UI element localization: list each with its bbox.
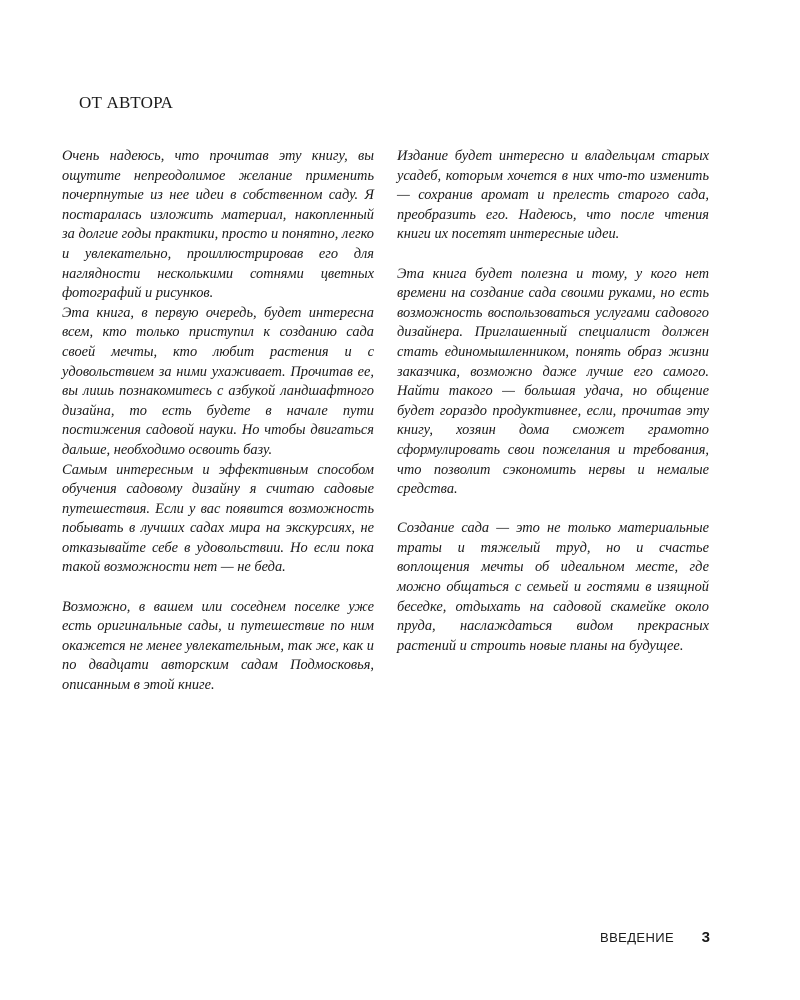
paragraph: Самым интересным и эффективным способом обучения садовому дизайну я считаю садовые путешествия. Если у вас появится возможность побывать в лучших садах мира на экскурсиях, не отказывайте себе в удовольствии. Но если пока такой возможности нет — не беда. bbox=[62, 461, 374, 576]
paragraph: Издание будет интересно и владельцам старых усадеб, которым хочется в них что-то изменить — сохранив аромат и прелесть старого сада, преобразить его. Надеюсь, что после чтения книги их посетят интересные идеи. bbox=[397, 148, 709, 243]
page-title: ОТ АВТОРА bbox=[79, 93, 174, 112]
paragraph: Создание сада — это не только материальные траты и тяжелый труд, но и счастье воплощения мечты об идеальном месте, где можно общаться с семьей и гостями в изящной беседке, отдыхать на садовой скамейке около пруда, наслаждаться видом прекрасных растений и строить новые планы на будущее. bbox=[397, 520, 709, 654]
section-name: ВВЕДЕНИЕ bbox=[600, 930, 675, 945]
paragraph: Возможно, в вашем или соседнем поселке уже есть оригинальные сады, и путешествие по ним окажется не менее увлекательным, так же, как и по двадцати авторским садам Подмосковья, описанным в этой книге. bbox=[62, 598, 374, 694]
paragraph: Эта книга, в первую очередь, будет интересна всем, кто только приступил к созданию сада своей мечты, кто любит растения и с удовольствием за ними ухаживает. Прочитав ее, вы лишь познакомитесь с азбукой ландшафтного дизайна, то есть будете в начале пути постижения садовой науки. Но чтобы двигаться дальше, необходимо освоить базу. bbox=[62, 304, 374, 458]
right-text-column bbox=[397, 147, 709, 656]
paragraph: Эта книга будет полезна и тому, у кого нет времени на создание сада своими руками, но есть возможность воспользоваться услугами садового дизайнера. Приглашенный специалист должен стать единомышленником, понять образ жизни заказчика, возможно даже лучше его самого. Найти такого — большая удача, но общение будет гораздо продуктивнее, если, прочитав эту книгу, хозяин дома сможет грамотно сформулировать свои пожелания и требования, что позволит сэкономить нервы и немалые средства. bbox=[397, 265, 709, 498]
page-number: 3 bbox=[701, 929, 710, 946]
left-text-column bbox=[62, 147, 374, 696]
page-footer bbox=[600, 929, 710, 946]
paragraph: Очень надеюсь, что прочитав эту книгу, вы ощутите непреодолимое желание применить почерпнутые из нее идеи в собственном саду. Я постаралась изложить материал, накопленный за долгие годы практики, просто и понятно, легко и увлекательно, проиллюстрировав его для наглядности несколькими сотнями цветных фотографий и рисунков. bbox=[62, 148, 374, 302]
